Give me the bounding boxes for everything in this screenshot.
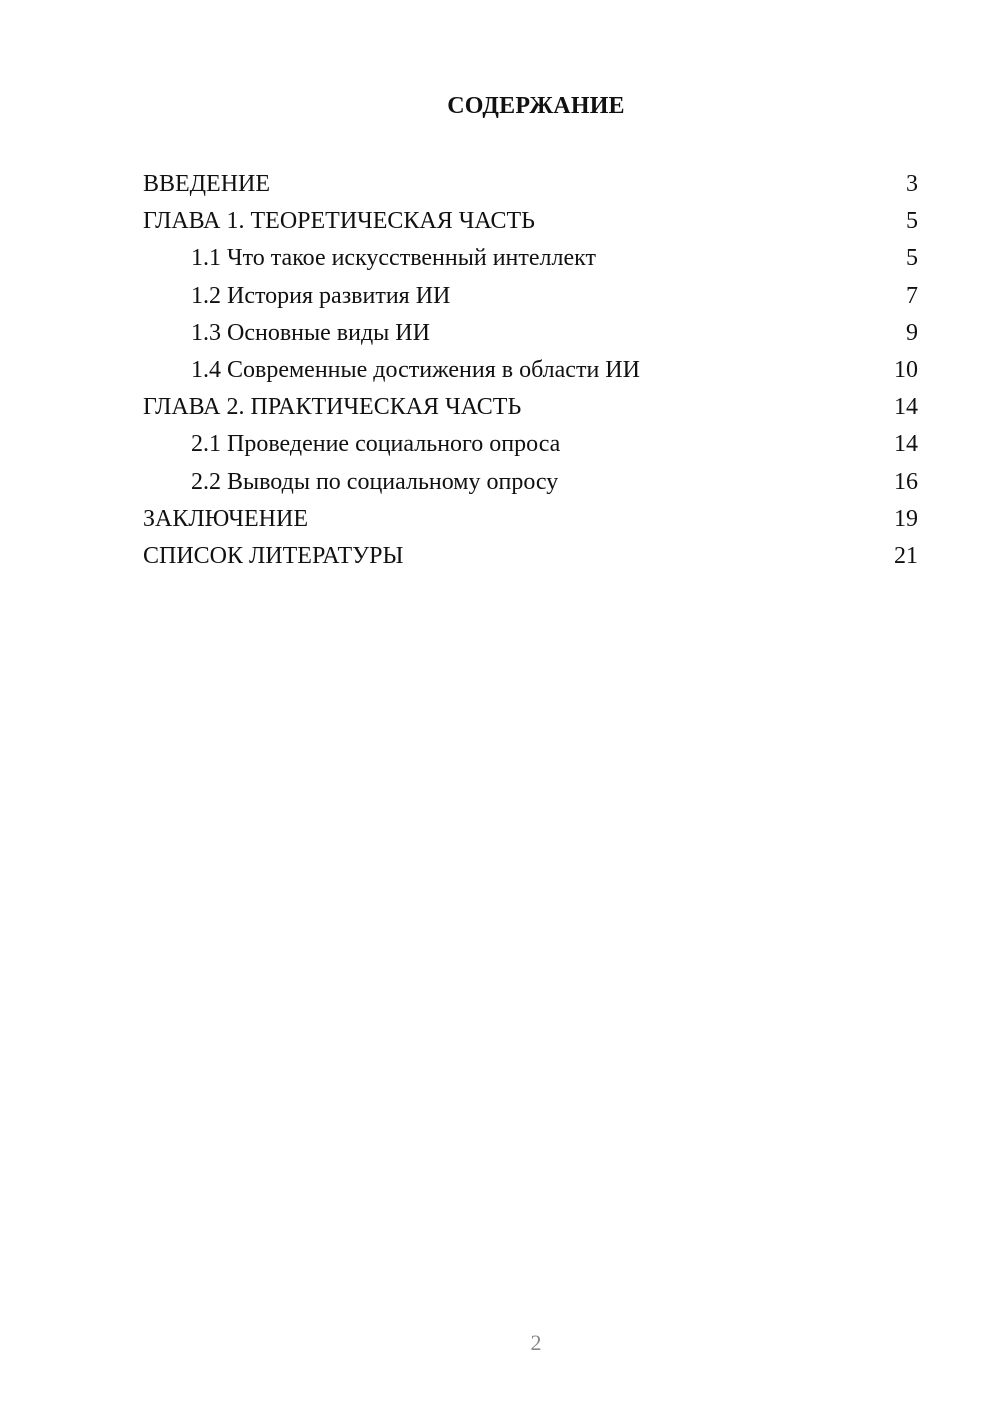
toc-entry-label: 1.4 Современные достижения в области ИИ: [191, 356, 640, 383]
toc-entry-page: 3: [906, 171, 918, 197]
toc-entry-page: 5: [906, 245, 918, 272]
toc-entry-page: 19: [894, 505, 918, 532]
toc-entry-label: 1.3 Основные виды ИИ: [191, 319, 430, 346]
toc-entry-label: 2.1 Проведение социального опроса: [191, 431, 561, 458]
toc-title: СОДЕРЖАНИЕ: [447, 93, 625, 119]
toc-entry-references[interactable]: [143, 538, 918, 575]
toc-entry-label: 2.2 Выводы по социальному опросу: [191, 468, 559, 495]
toc-entry-conclusion[interactable]: [143, 501, 918, 538]
toc-entry-introduction[interactable]: [143, 166, 918, 203]
toc-entry-label: ГЛАВА 1. ТЕОРЕТИЧЕСКАЯ ЧАСТЬ: [143, 208, 535, 235]
toc-entry-page: 16: [894, 468, 918, 495]
toc-entry-label: 1.2 История развития ИИ: [191, 282, 451, 309]
toc-entry-chapter-1[interactable]: [143, 203, 918, 240]
toc-entry-chapter-2[interactable]: [143, 389, 918, 426]
toc-entry-section-1-4[interactable]: [143, 352, 918, 389]
toc-entry-section-1-2[interactable]: [143, 278, 918, 315]
toc-entry-label: ВВЕДЕНИЕ: [143, 171, 271, 197]
toc-entry-label: 1.1 Что такое искусственный интеллект: [191, 245, 596, 272]
table-of-contents: [143, 166, 918, 575]
toc-entry-page: 21: [894, 542, 918, 569]
toc-entry-page: 14: [894, 431, 918, 458]
page-number: 2: [530, 1330, 542, 1355]
toc-entry-section-2-2[interactable]: [143, 464, 918, 501]
toc-entry-page: 5: [906, 208, 918, 235]
toc-entry-page: 7: [906, 282, 918, 309]
toc-entry-label: СПИСОК ЛИТЕРАТУРЫ: [143, 542, 404, 569]
toc-entry-page: 9: [906, 319, 918, 346]
toc-entry-section-2-1[interactable]: [143, 426, 918, 463]
toc-entry-section-1-1[interactable]: [143, 240, 918, 277]
toc-entry-label: ГЛАВА 2. ПРАКТИЧЕСКАЯ ЧАСТЬ: [143, 394, 522, 421]
toc-entry-label: ЗАКЛЮЧЕНИЕ: [143, 505, 308, 532]
toc-entry-section-1-3[interactable]: [143, 315, 918, 352]
toc-entry-page: 10: [894, 356, 918, 383]
toc-entry-page: 14: [894, 394, 918, 421]
